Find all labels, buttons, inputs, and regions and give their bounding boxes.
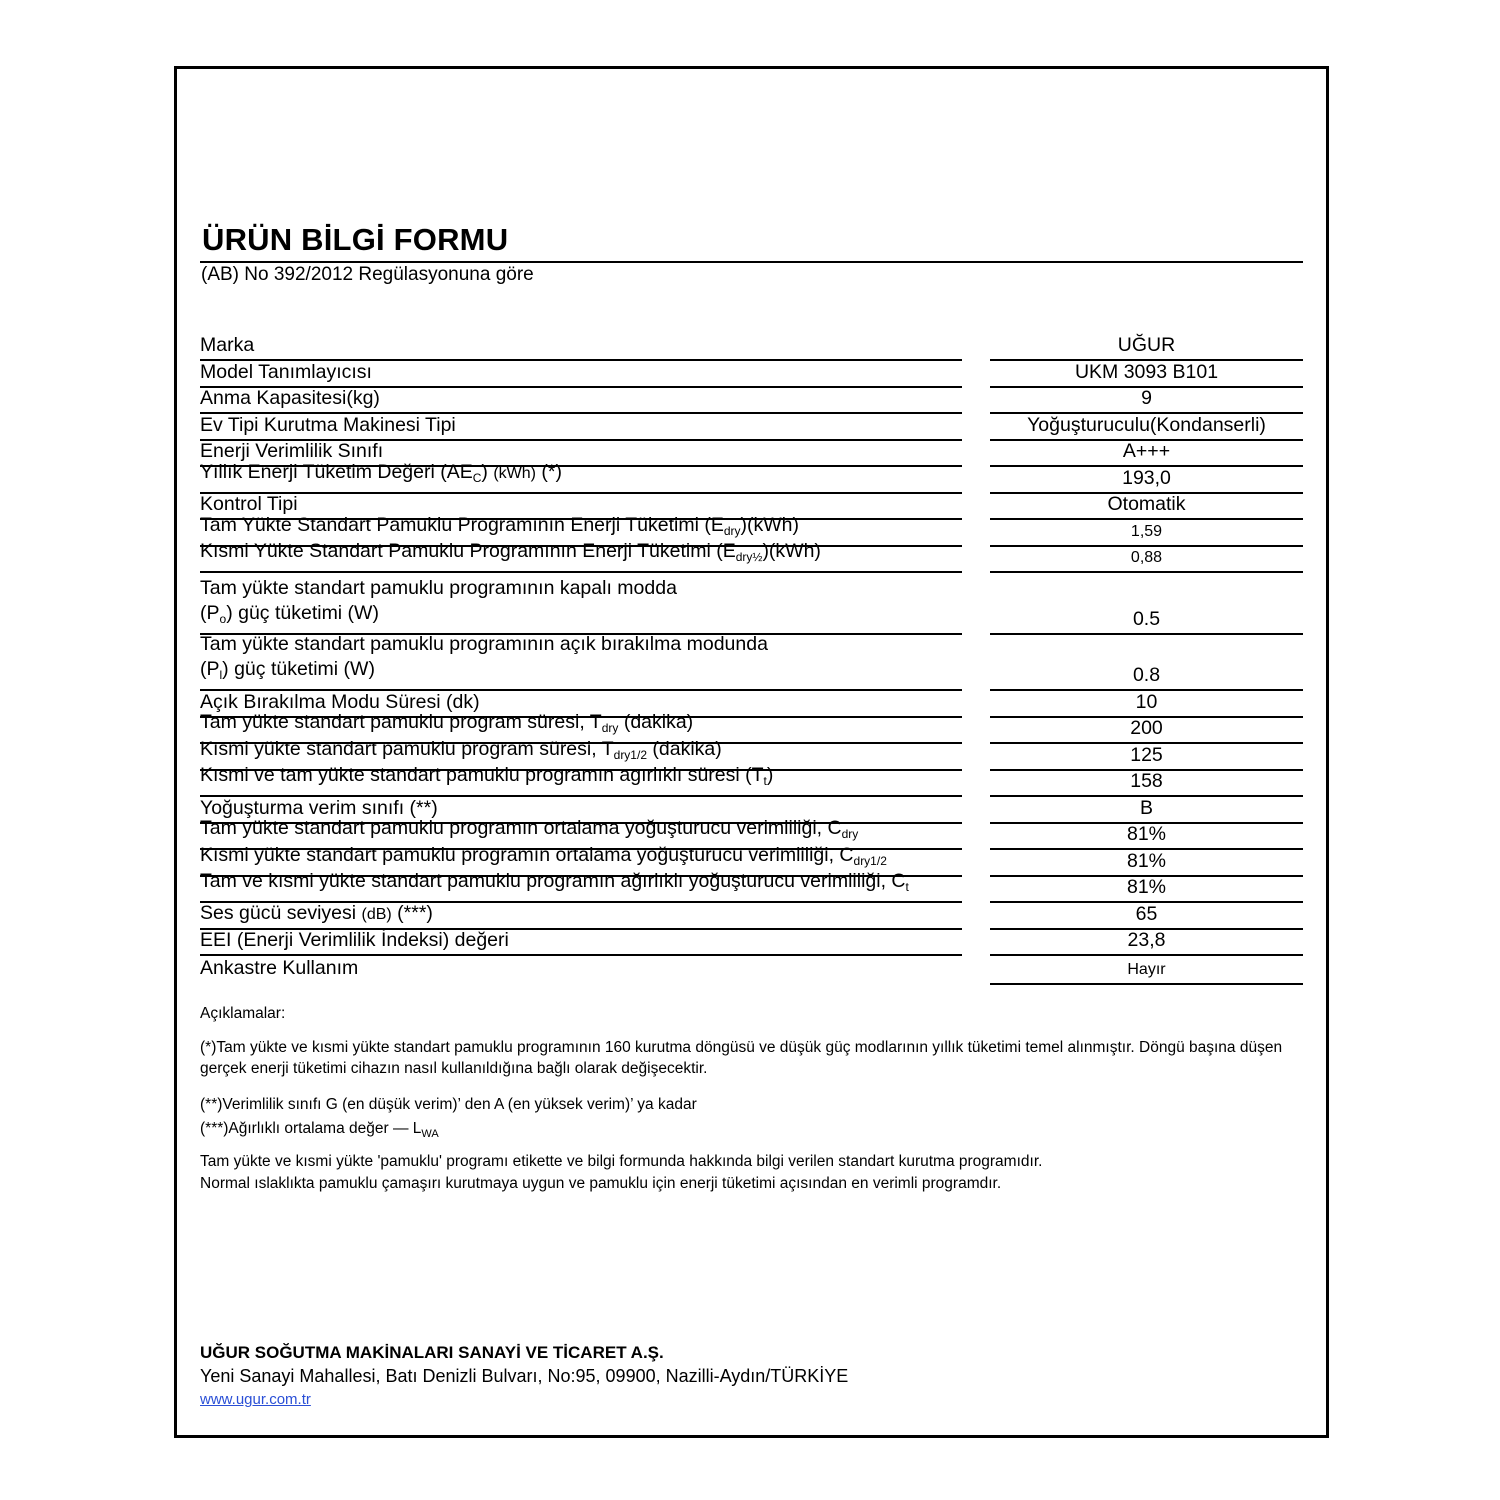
spec-value: 0,88	[1130, 549, 1163, 566]
notes-heading: Açıklamalar:	[200, 1005, 286, 1022]
spec-row-model	[200, 362, 1303, 388]
label-text: (P	[200, 658, 220, 680]
website-link[interactable]: www.ugur.com.tr	[200, 1391, 311, 1408]
spec-row-annual-energy	[200, 461, 1303, 494]
spec-value: 23,8	[1127, 929, 1166, 951]
spec-value: 0.5	[1132, 608, 1161, 630]
spec-value: 65	[1135, 903, 1158, 925]
label-text: )(kWh)	[762, 540, 821, 562]
spec-value: 200	[1130, 717, 1163, 739]
label-unit: (dB)	[361, 906, 392, 923]
spec-value: 158	[1130, 770, 1163, 792]
spec-value: UKM 3093 B101	[1074, 361, 1219, 383]
spec-value: A+++	[1122, 440, 1171, 462]
label-subscript: dry	[841, 827, 859, 841]
label-subscript: l	[219, 668, 223, 682]
spec-row-dryer-type	[200, 415, 1303, 441]
label-text: )(kWh)	[740, 514, 799, 536]
company-name: UĞUR SOĞUTMA MAKİNALARI SANAYİ VE TİCARET A.Ş.	[200, 1343, 664, 1362]
spec-row-left-on-mode-power	[200, 635, 1303, 691]
note-text: (***)Ağırlıklı ortalama değer — L	[200, 1120, 422, 1137]
spec-row-sound-power	[200, 903, 1303, 930]
title-divider	[200, 261, 1303, 263]
label-text: (***)	[391, 902, 433, 924]
spec-row-off-mode-power	[200, 573, 1303, 635]
spec-value: 193,0	[1122, 467, 1171, 489]
spec-label: Ev Tipi Kurutma Makinesi Tipi	[200, 414, 456, 436]
spec-row-weighted-condensation	[200, 870, 1303, 903]
note-subscript: WA	[421, 1128, 439, 1140]
label-text: (*)	[535, 461, 562, 483]
note-efficiency-class: (**)Verimlilik sınıfı G (en düşük verim)’ den A (en yüksek verim)’ ya kadar	[200, 1096, 697, 1113]
spec-label	[200, 539, 962, 570]
label-text: Yıllık Enerji Tüketim Değeri (AE	[200, 461, 473, 483]
spec-row-eei	[200, 930, 1303, 956]
label-unit: (kWh)	[493, 465, 536, 482]
label-text: )	[481, 461, 494, 483]
spec-label: EEI (Enerji Verimlilik İndeksi) değeri	[200, 929, 509, 951]
label-subscript: o	[219, 612, 227, 626]
company-address: Yeni Sanayi Mahallesi, Batı Denizli Bulvarı, No:95, 09900, Nazilli-Aydın/TÜRKİYE	[200, 1366, 849, 1386]
label-text: ) güç tüketimi (W)	[226, 602, 379, 624]
label-text: Kısmi ve tam yükte standart pamuklu programın agırlıklı süresi (T	[200, 764, 764, 786]
label-subscript: C	[472, 471, 482, 485]
spec-row-built-in	[200, 956, 1303, 985]
spec-value: Otomatik	[1107, 493, 1186, 515]
spec-label: Yoğuşturma verim sınıfı (**)	[200, 797, 438, 819]
spec-row-capacity	[200, 388, 1303, 414]
label-text: Kısmi yükte standart pamuklu programın ortalama yoğuşturucu verimliliği, C	[200, 844, 854, 866]
spec-label: Anma Kapasitesi(kg)	[200, 387, 380, 409]
spec-label: Marka	[200, 334, 255, 356]
spec-label	[200, 460, 962, 491]
label-subscript: dry	[601, 721, 619, 735]
label-text: Kısmi yükte standart pamuklu program süresi, T	[200, 738, 614, 760]
spec-row-partial-load-energy	[200, 540, 1303, 573]
page-title: ÜRÜN BİLGİ FORMU	[202, 222, 509, 257]
spec-label: Model Tanımlayıcısı	[200, 361, 372, 383]
spec-label	[200, 901, 962, 927]
label-text: Tam Yükte Standart Pamuklu Programının Enerji Tüketimi (E	[200, 514, 724, 536]
label-subscript: dry	[723, 524, 741, 538]
spec-label	[200, 869, 962, 900]
spec-value: 125	[1130, 744, 1163, 766]
label-text: Tam yükte standart pamuklu programının açık bırakılma modunda	[200, 633, 768, 655]
spec-value: 81%	[1126, 876, 1167, 898]
label-subscript: dry1/2	[613, 748, 647, 762]
label-text: (P	[200, 602, 220, 624]
spec-label: Enerji Verimlilik Sınıfı	[200, 440, 384, 462]
label-text: Tam ve kısmi yükte standart pamuklu programın ağırlıklı yoğuşturucu verimliliği, C	[200, 870, 906, 892]
label-text: Tam yükte standart pamuklu program süresi, T	[200, 711, 602, 733]
regulation-subtitle: (AB) No 392/2012 Regülasyonuna göre	[201, 264, 534, 285]
spec-value: 1,59	[1130, 523, 1163, 540]
spec-label: Kontrol Tipi	[200, 493, 298, 515]
label-subscript: t	[905, 880, 909, 894]
label-text: Ses gücü seviyesi	[200, 902, 362, 924]
note-standard-program: Tam yükte ve kısmi yükte 'pamuklu' programı etikette ve bilgi formunda hakkında bilgi verilen standart kurutma programıdır.	[200, 1153, 1043, 1170]
label-subscript: dry½	[735, 550, 763, 564]
label-text: )	[766, 764, 774, 786]
label-text: Tam yükte standart pamuklu programının kapalı modda	[200, 577, 677, 599]
label-subscript: dry1/2	[853, 854, 887, 868]
spec-row-brand	[200, 335, 1303, 361]
spec-label: Ankastre Kullanım	[200, 957, 359, 979]
spec-value: UĞUR	[1117, 334, 1176, 356]
label-text: (dakika)	[647, 738, 722, 760]
note-efficient-program: Normal ıslaklıkta pamuklu çamaşırı kurutmaya uygun ve pamuklu için enerji tüketimi açısından en verimli programdır.	[200, 1175, 1002, 1192]
spec-row-weighted-duration	[200, 764, 1303, 797]
label-subscript: t	[763, 774, 767, 788]
spec-label	[200, 576, 962, 632]
spec-value: 10	[1135, 691, 1158, 713]
spec-label	[200, 632, 962, 688]
row-rule-right	[990, 983, 1303, 985]
spec-label: Açık Bırakılma Modu Süresi (dk)	[200, 691, 480, 713]
note-weighted-average	[200, 1118, 439, 1145]
spec-value: B	[1139, 797, 1153, 819]
spec-value: 9	[1141, 387, 1152, 409]
spec-label	[200, 763, 962, 794]
label-text: (dakika)	[618, 711, 694, 733]
spec-value: 0.8	[1132, 664, 1161, 686]
label-text: Tam yükte standart pamuklu programın ortalama yoğuşturucu verimliliği, C	[200, 817, 842, 839]
spec-value: Hayır	[1127, 961, 1166, 978]
spec-value: 81%	[1126, 823, 1167, 845]
spec-value: Yoğuşturuculu(Kondanserli)	[1027, 414, 1266, 436]
label-text: ) güç tüketimi (W)	[222, 658, 375, 680]
spec-value: 81%	[1126, 850, 1167, 872]
label-text: Kısmi Yükte Standart Pamuklu Programının Enerji Tüketimi (E	[200, 540, 736, 562]
note-annual-energy: (*)Tam yükte ve kısmi yükte standart pamuklu programının 160 kurutma döngüsü ve düşük güç modlarının yıllık tüketimi temel alınmıştır. Döngü başına düşen gerçek enerji tüketimi cihazın nasıl kullanıldığına bağlı olarak değişecektir.	[200, 1039, 1283, 1077]
